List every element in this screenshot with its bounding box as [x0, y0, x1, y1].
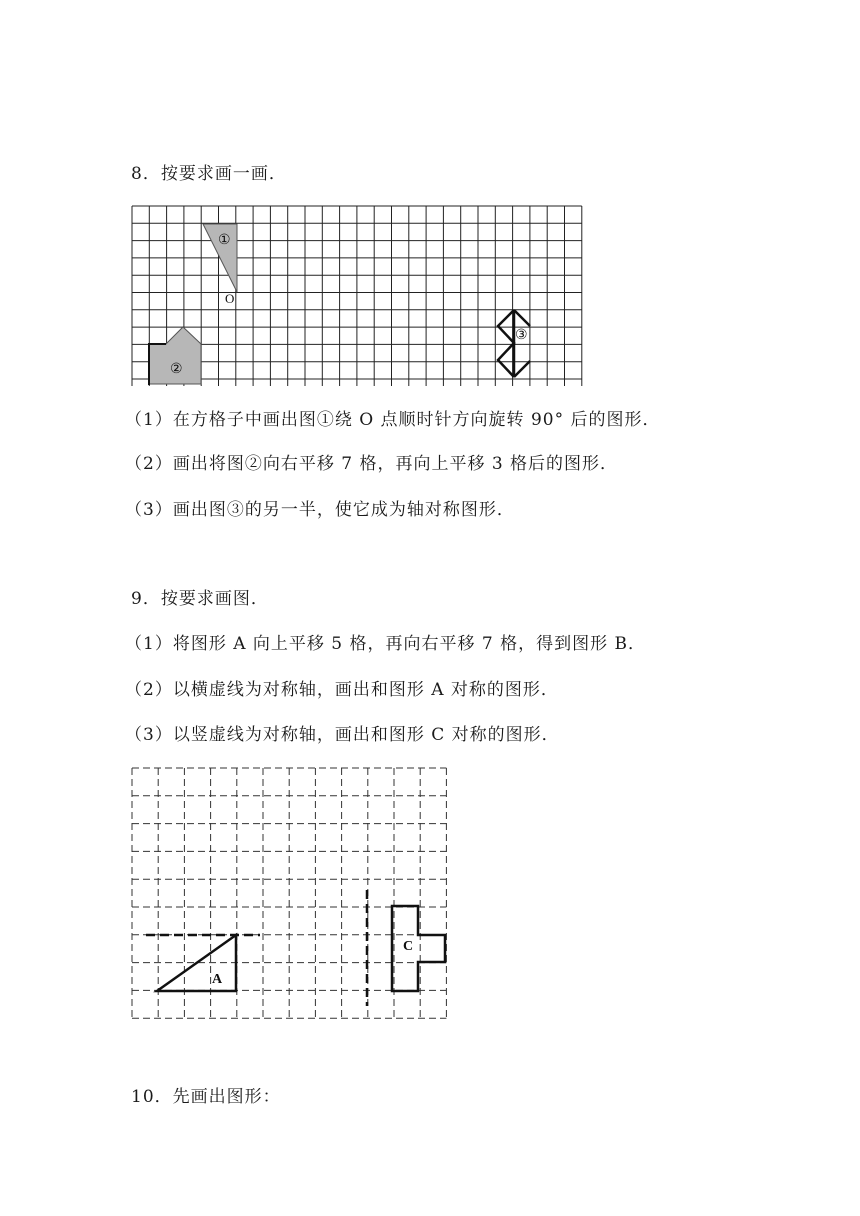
label-shape-c: C [403, 939, 414, 954]
label-shape-a: A [212, 972, 223, 987]
q9-item-2: （2）以横虚线为对称轴，画出和图形 A 对称的图形． [125, 680, 559, 700]
label-point-o: O [225, 291, 235, 306]
label-shape3: ③ [515, 328, 528, 343]
q9-dashed-grid [132, 768, 446, 1019]
q8-item-1: （1）在方格子中画出图①绕 O 点顺时针方向旋转 90° 后的图形． [125, 410, 661, 430]
q9-title: 9．按要求画图． [131, 589, 269, 609]
q10-title: 10．先画出图形： [131, 1087, 281, 1107]
q8-item-3: （3）画出图③的另一半，使它成为轴对称图形． [125, 500, 515, 520]
q8-title: 8．按要求画一画． [131, 164, 287, 184]
label-shape1: ① [218, 233, 231, 248]
label-shape2: ② [170, 362, 183, 377]
q9-item-1: （1）将图形 A 向上平移 5 格，再向右平移 7 格，得到图形 B． [125, 634, 647, 654]
q9-item-3: （3）以竖虚线为对称轴，画出和图形 C 对称的图形． [125, 725, 560, 745]
shape-c-cross [392, 906, 445, 991]
q8-item-2: （2）画出将图②向右平移 7 格，再向上平移 3 格后的图形． [125, 454, 619, 474]
